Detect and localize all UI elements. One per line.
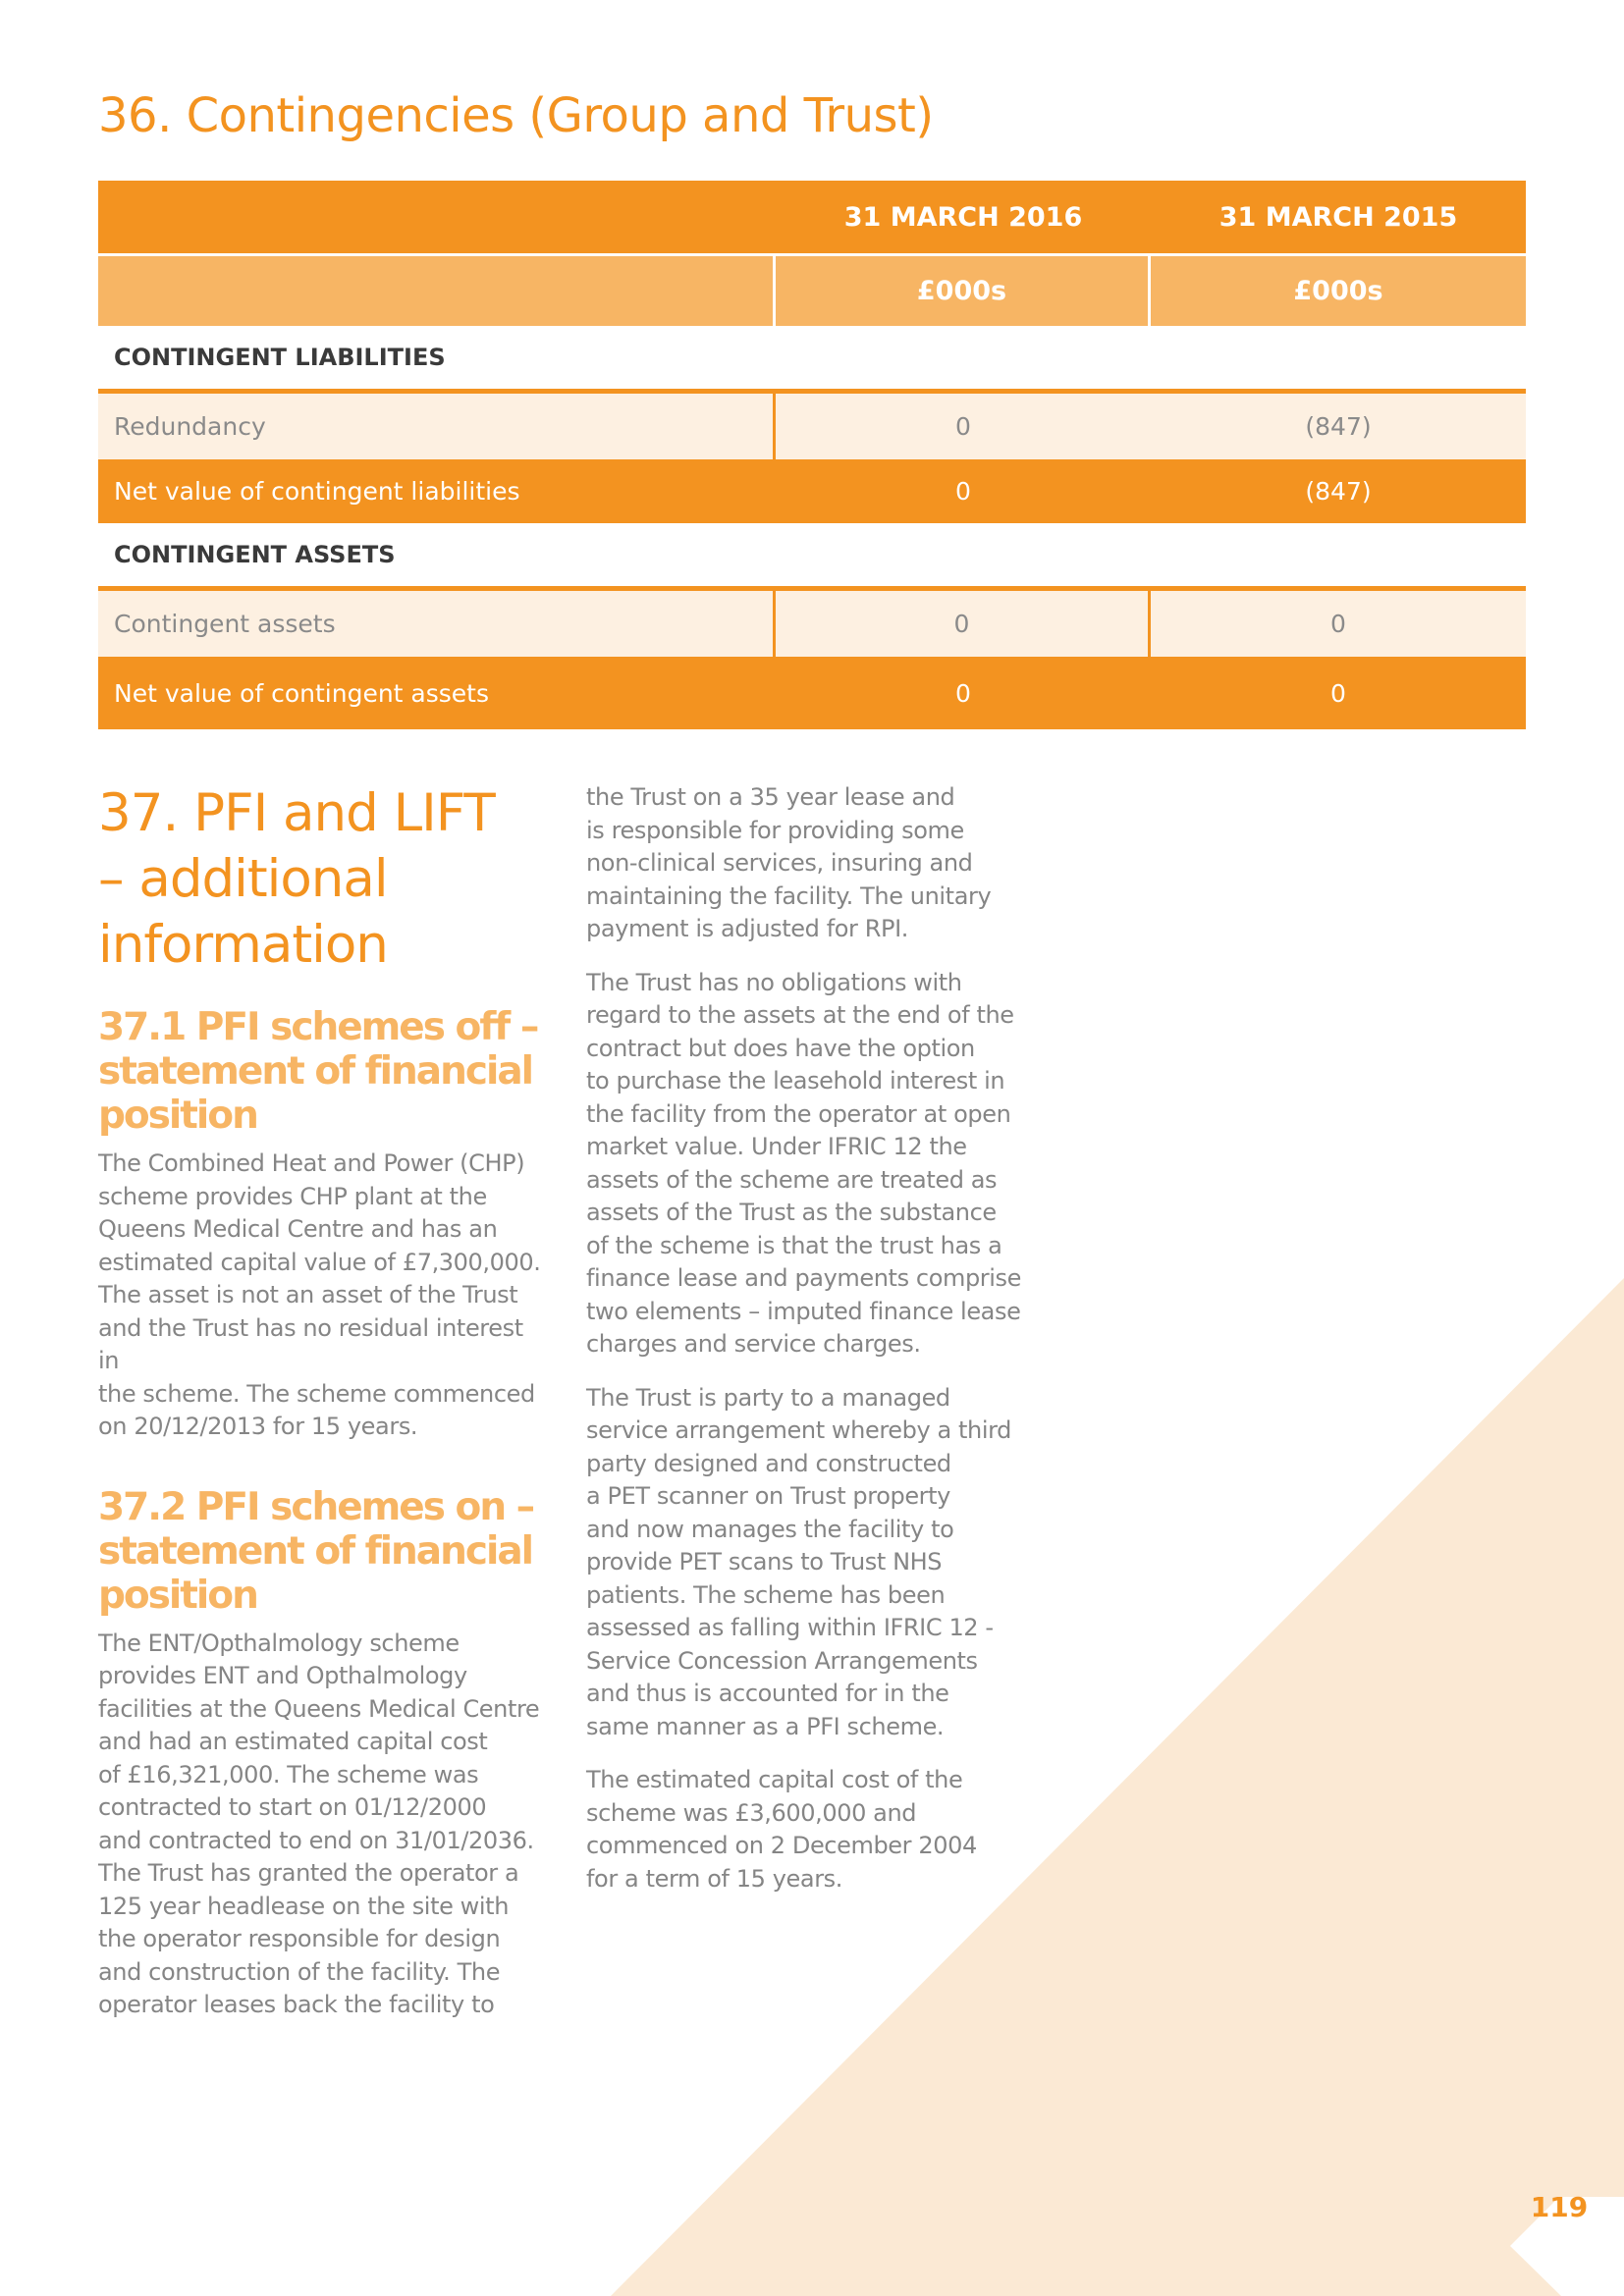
text-line: the facility from the operator at open xyxy=(586,1099,1011,1128)
text-line: patients. The scheme has been xyxy=(586,1580,946,1609)
text-line: and construction of the facility. The xyxy=(98,1957,501,1986)
header-2015: 31 MARCH 2015 xyxy=(1218,201,1458,233)
assets-heading-row xyxy=(98,523,1526,591)
text-line: assets of the Trust as the substance xyxy=(586,1199,997,1226)
text-line: and now manages the facility to xyxy=(586,1515,954,1543)
section-37-title xyxy=(98,780,550,978)
text-line: for a term of 15 years. xyxy=(586,1864,842,1893)
text-line: same manner as a PFI scheme. xyxy=(586,1712,945,1740)
paragraph xyxy=(586,781,1028,946)
subsection-title-line: statement of financial xyxy=(98,1049,533,1094)
text-line: provide PET scans to Trust NHS xyxy=(586,1548,943,1575)
paragraph xyxy=(586,1382,1028,1744)
subsection-37-1-text xyxy=(98,1148,550,1444)
text-line: non-clinical services, insuring and xyxy=(586,849,973,877)
row-value-2016: 0 xyxy=(776,591,1151,657)
text-line: scheme provides CHP plant at the xyxy=(98,1182,487,1210)
paragraph xyxy=(586,1764,1028,1896)
subsection-title-line: 37.1 PFI schemes off – xyxy=(98,1005,538,1049)
text-line: The Trust has granted the operator a xyxy=(98,1859,519,1887)
text-line: service arrangement whereby a third xyxy=(586,1416,1012,1444)
paragraph xyxy=(586,967,1028,1362)
text-line: The asset is not an asset of the Trust xyxy=(98,1281,518,1308)
section-37-title-line: 37. PFI and LIFT xyxy=(98,783,495,843)
text-line: of £16,321,000. The scheme was xyxy=(98,1760,479,1789)
row-value-2016: 0 xyxy=(955,412,971,441)
net-value-2016: 0 xyxy=(955,678,971,708)
text-line: commenced on 2 December 2004 xyxy=(586,1832,977,1859)
subsection-37-2-title xyxy=(98,1485,550,1618)
text-line: payment is adjusted for RPI. xyxy=(586,915,908,942)
assets-heading: CONTINGENT ASSETS xyxy=(114,541,396,568)
subsection-title-line: 37.2 PFI schemes on – xyxy=(98,1484,534,1529)
header-blank-cell xyxy=(98,181,776,253)
text-line: and contracted to end on 31/01/2036. xyxy=(98,1826,534,1854)
text-line: assessed as falling within IFRIC 12 - xyxy=(586,1614,994,1641)
text-line: scheme was £3,600,000 and xyxy=(586,1798,917,1827)
units-2015: £000s xyxy=(1293,276,1383,306)
text-line: The Combined Heat and Power (CHP) xyxy=(98,1149,525,1177)
liabilities-heading-row xyxy=(98,326,1526,394)
text-line: Queens Medical Centre and has an xyxy=(98,1215,498,1243)
text-line: contracted to start on 01/12/2000 xyxy=(98,1793,487,1821)
text-line: the Trust on a 35 year lease and xyxy=(586,783,955,811)
contingencies-table xyxy=(98,181,1526,729)
net-value-2015: 0 xyxy=(1330,678,1346,708)
left-column xyxy=(98,780,550,2022)
text-line: market value. Under IFRIC 12 the xyxy=(586,1133,967,1160)
text-line: on 20/12/2013 for 15 years. xyxy=(98,1413,418,1440)
text-line: to purchase the leasehold interest in xyxy=(586,1067,1005,1095)
text-line: the operator responsible for design xyxy=(98,1925,501,1952)
row-label: Contingent assets xyxy=(98,591,776,657)
text-line: assets of the scheme are treated as xyxy=(586,1165,998,1194)
table-header-dates xyxy=(98,181,1526,253)
net-label: Net value of contingent liabilities xyxy=(114,477,520,506)
table-row xyxy=(98,591,1526,657)
text-line: is responsible for providing some xyxy=(586,816,964,844)
row-value-2015: (847) xyxy=(1305,412,1372,441)
text-line: the scheme. The scheme commenced xyxy=(98,1379,535,1408)
text-line: Service Concession Arrangements xyxy=(586,1646,978,1675)
section-36-title: 36. Contingencies (Group and Trust) xyxy=(98,88,934,143)
text-line: provides ENT and Opthalmology xyxy=(98,1662,467,1689)
text-line: and had an estimated capital cost xyxy=(98,1728,488,1755)
text-line: maintaining the facility. The unitary xyxy=(586,881,992,910)
subsection-title-line: position xyxy=(98,1094,257,1138)
section-37-title-line: – additional xyxy=(98,849,388,909)
table-row xyxy=(98,394,1526,459)
text-line: and thus is accounted for in the xyxy=(586,1680,949,1707)
page-number: 119 xyxy=(1530,2191,1589,2223)
net-label: Net value of contingent assets xyxy=(114,678,490,708)
right-column xyxy=(586,781,1028,1916)
units-2016: £000s xyxy=(776,256,1151,326)
header-2016: 31 MARCH 2016 xyxy=(843,201,1083,233)
net-value-2016: 0 xyxy=(955,477,971,506)
text-line: The ENT/Opthalmology scheme xyxy=(98,1629,460,1657)
text-line: estimated capital value of £7,300,000. xyxy=(98,1248,541,1276)
text-line: a PET scanner on Trust property xyxy=(586,1482,950,1510)
liabilities-heading: CONTINGENT LIABILITIES xyxy=(114,344,446,371)
table-header-units xyxy=(98,253,1526,326)
text-line: party designed and constructed xyxy=(586,1449,951,1477)
net-value-2015: (847) xyxy=(1305,477,1372,506)
subsection-37-1-title xyxy=(98,1005,550,1138)
subsection-title-line: position xyxy=(98,1573,257,1618)
subsection-37-2-text xyxy=(98,1628,550,2022)
text-line: and the Trust has no residual interest in xyxy=(98,1313,523,1374)
text-line: two elements – imputed finance lease xyxy=(586,1297,1021,1325)
text-line: The Trust has no obligations with xyxy=(586,968,962,996)
text-line: The estimated capital cost of the xyxy=(586,1766,963,1793)
row-label: Redundancy xyxy=(98,394,776,459)
text-line: facilities at the Queens Medical Centre xyxy=(98,1694,540,1723)
text-line: operator leases back the facility to xyxy=(98,1991,495,2018)
text-line: contract but does have the option xyxy=(586,1034,975,1062)
row-value-2015: 0 xyxy=(1330,610,1346,638)
subsection-title-line: statement of financial xyxy=(98,1528,533,1574)
text-line: regard to the assets at the end of the xyxy=(586,1001,1014,1029)
text-line: 125 year headlease on the site with xyxy=(98,1892,510,1920)
text-line: finance lease and payments comprise xyxy=(586,1264,1021,1292)
text-line: The Trust is party to a managed xyxy=(586,1383,950,1412)
units-blank-cell xyxy=(98,256,776,326)
assets-net-row xyxy=(98,657,1526,729)
text-line: of the scheme is that the trust has a xyxy=(586,1231,1002,1259)
text-line: charges and service charges. xyxy=(586,1330,921,1358)
liabilities-net-row xyxy=(98,459,1526,523)
section-37-title-line: information xyxy=(98,915,388,975)
